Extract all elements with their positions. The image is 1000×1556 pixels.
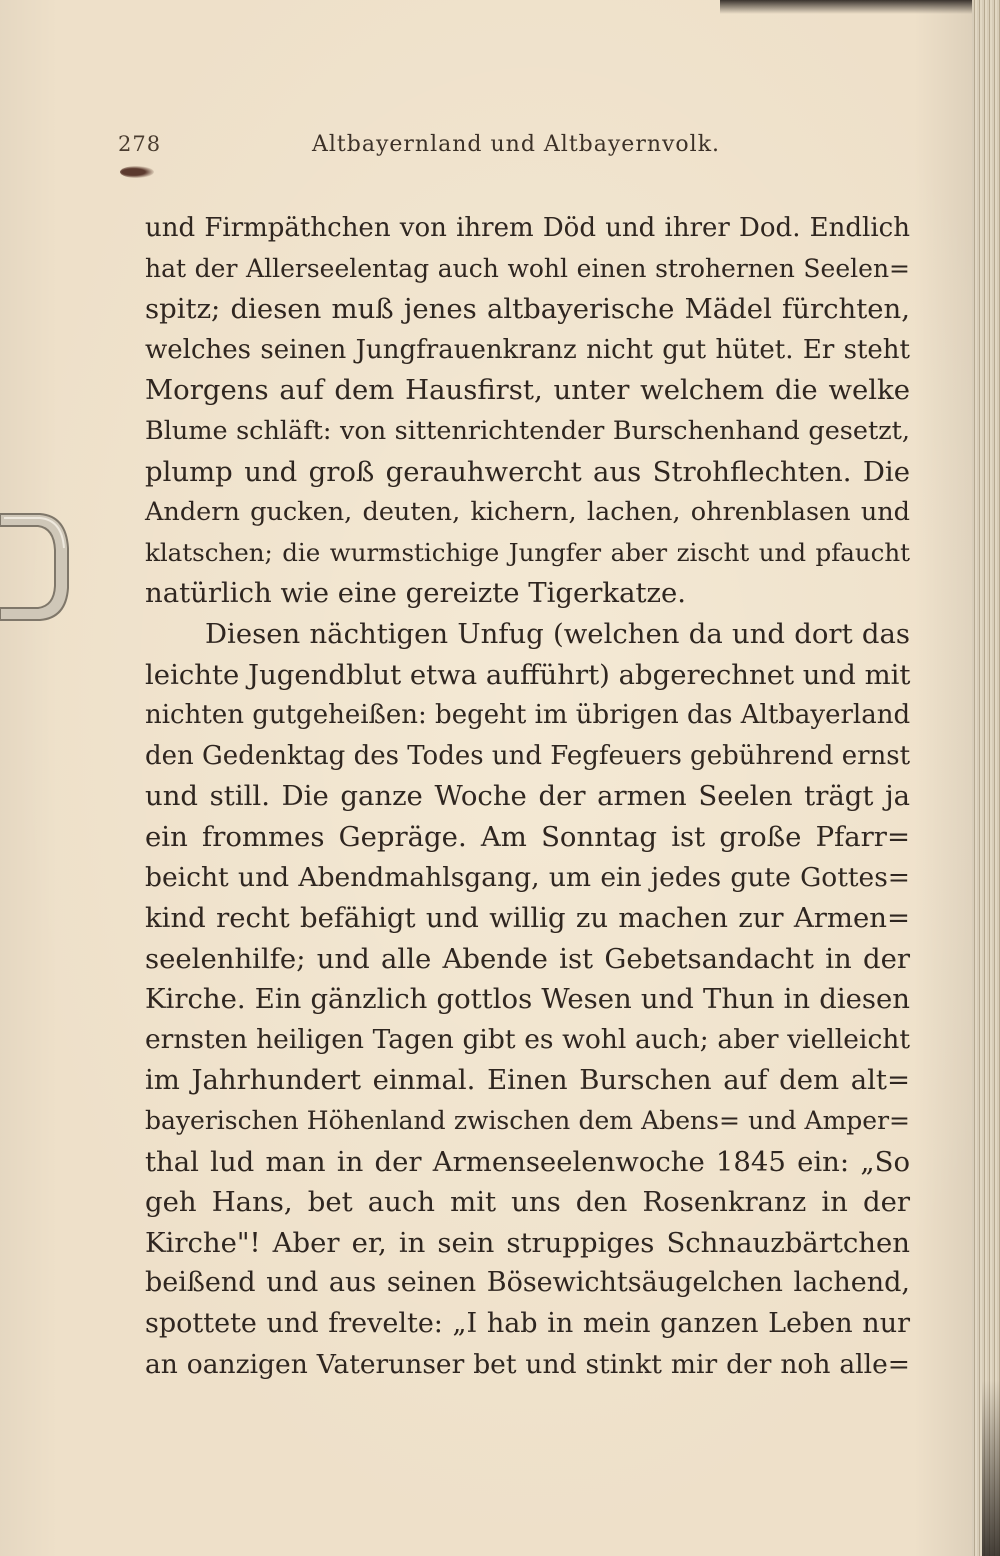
text-line: den Gedenktag des Todes und Fegfeuers gebührend ernst: [145, 740, 911, 771]
text-line: im Jahrhundert einmal. Einen Burschen auf dem alt=: [145, 1064, 910, 1097]
page-number: 278: [118, 132, 162, 156]
text-line: thal lud man in der Armenseelenwoche 1845 ein: „So: [145, 1145, 910, 1178]
text-line: spottete und frevelte: „I hab in mein ganzen Leben nur: [145, 1308, 910, 1340]
text-line: seelenhilfe; und alle Abende ist Gebetsandacht in der: [145, 942, 910, 975]
text-line: und Firmpäthchen von ihrem Död und ihrer Dod. Endlich: [145, 213, 910, 243]
text-line: bayerischen Höhenland zwischen dem Abens= und Amper=: [145, 1106, 910, 1136]
text-line: an oanzigen Vaterunser bet und stinkt mir der noh alle=: [145, 1348, 910, 1380]
text-line: welches seinen Jungfrauenkranz nicht gut hütet. Er steht: [145, 334, 910, 365]
text-line: beißend und aus seinen Bösewichtsäugelchen lachend,: [145, 1267, 910, 1299]
text-line: Andern gucken, deuten, kichern, lachen, ohrenblasen und: [145, 497, 910, 528]
binding-clasp-icon: [0, 508, 74, 626]
text-line: ernsten heiligen Tagen gibt es wohl auch; aber vielleicht: [145, 1023, 910, 1055]
text-line: Kirche"! Aber er, in sein struppiges Schnauzbärtchen: [145, 1226, 910, 1259]
text-line: beicht und Abendmahlsgang, um ein jedes gute Gottes=: [145, 861, 910, 893]
text-line: geh Hans, bet auch mit uns den Rosenkranz in der: [145, 1186, 910, 1219]
text-line: kind recht befähigt und willig zu machen zur Armen=: [145, 902, 910, 935]
text-line: ein frommes Gepräge. Am Sonntag ist große Pfarr=: [145, 820, 910, 853]
text-line: Morgens auf dem Hausfirst, unter welchem die welke: [145, 374, 910, 407]
text-line: Kirche. Ein gänzlich gottlos Wesen und Thun in diesen: [145, 983, 910, 1016]
text-line: Blume schläft: von sittenrichtender Burschenhand gesetzt,: [145, 415, 910, 446]
text-line: natürlich wie eine gereizte Tigerkatze.: [145, 577, 687, 610]
body-text: [145, 208, 910, 1385]
text-line: plump und groß gerauhwercht aus Strohflechten. Die: [145, 455, 910, 488]
ink-stain: [120, 166, 154, 178]
text-line: klatschen; die wurmstichige Jungfer aber zischt und pfaucht: [145, 537, 910, 567]
text-line: hat der Allerseelentag auch wohl einen strohernen Seelen=: [145, 253, 910, 283]
page-header: [0, 132, 972, 168]
text-line: leichte Jugendblut etwa aufführt) abgerechnet und mit: [145, 658, 911, 691]
text-line: Diesen nächtigen Unfug (welchen da und dort das: [205, 617, 910, 650]
running-title: Altbayernland und Altbayernvolk.: [312, 132, 721, 157]
page-edge: [972, 0, 1000, 1556]
text-line: und still. Die ganze Woche der armen Seelen trägt ja: [145, 780, 910, 813]
cover-shadow: [720, 0, 972, 14]
text-line: nichten gutgeheißen: begeht im übrigen das Altbayerland: [145, 700, 911, 731]
text-line: spitz; diesen muß jenes altbayerische Mädel fürchten,: [145, 293, 910, 326]
